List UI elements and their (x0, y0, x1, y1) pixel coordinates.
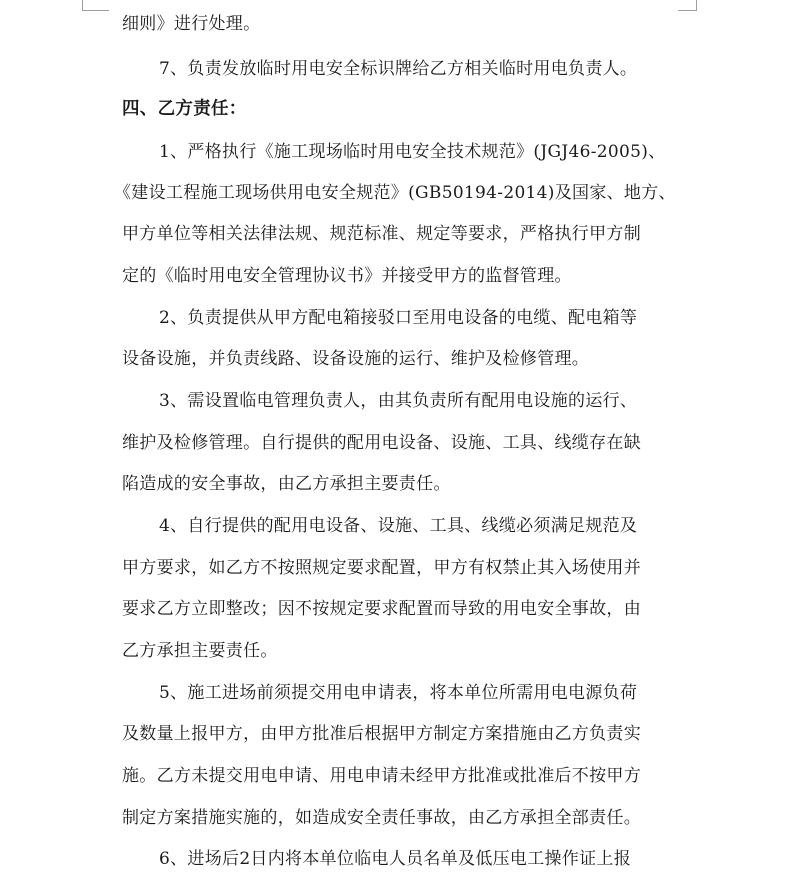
text-line: 陷造成的安全事故，由乙方承担主要责任。 (122, 474, 451, 494)
text-line: 维护及检修管理。自行提供的配用电设备、设施、工具、线缆存在缺 (122, 433, 641, 453)
text-line: 及数量上报甲方，由甲方批准后根据甲方制定方案措施由乙方负责实 (122, 724, 641, 744)
text-line: 施。乙方未提交用电申请、用电申请未经甲方批准或批准后不按甲方 (122, 766, 641, 786)
text-line: 设备设施，并负责线路、设备设施的运行、维护及检修管理。 (122, 349, 590, 369)
text-line: 2、负责提供从甲方配电箱接驳口至用电设备的电缆、配电箱等 (159, 308, 638, 328)
text-line: 甲方单位等相关法律法规、规范标准、规定等要求，严格执行甲方制 (122, 224, 641, 244)
text-line: 4、自行提供的配用电设备、设施、工具、线缆必须满足规范及 (159, 516, 638, 536)
text-line: 1、严格执行《施工现场临时用电安全技术规范》(JGJ46-2005)、 (159, 142, 666, 162)
margin-corner-mark-right (678, 0, 697, 11)
text-line: 细则》进行处理。 (122, 14, 261, 34)
margin-corner-mark-left (82, 0, 109, 11)
section-heading: 四、乙方责任： (122, 99, 247, 119)
text-line: 7、负责发放临时用电安全标识牌给乙方相关临时用电负责人。 (159, 59, 638, 79)
text-line: 定的《临时用电安全管理协议书》并接受甲方的监督管理。 (122, 266, 572, 286)
text-line: 《建设工程施工现场供用电安全规范》(GB50194-2014)及国家、地方、 (114, 183, 676, 203)
text-line: 甲方要求，如乙方不按照规定要求配置，甲方有权禁止其入场使用并 (122, 558, 641, 578)
text-line: 6、进场后2日内将本单位临电人员名单及低压电工操作证上报 (159, 849, 632, 869)
text-line: 乙方承担主要责任。 (122, 641, 278, 661)
text-line: 要求乙方立即整改；因不按规定要求配置而导致的用电安全事故，由 (122, 599, 641, 619)
text-line: 5、施工进场前须提交用电申请表，将本单位所需用电电源负荷 (159, 683, 638, 703)
text-line: 制定方案措施实施的，如造成安全责任事故，由乙方承担全部责任。 (122, 808, 641, 828)
text-line: 3、需设置临电管理负责人，由其负责所有配用电设施的运行、 (159, 391, 638, 411)
